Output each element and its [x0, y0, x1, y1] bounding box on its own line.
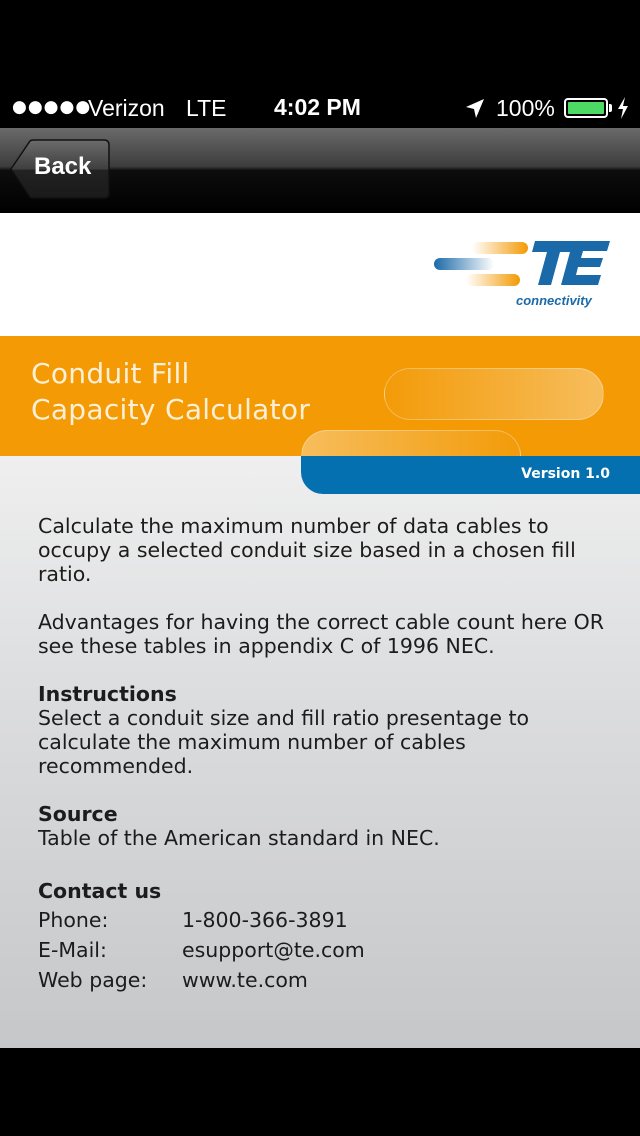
source-text: Table of the American standard in NEC. [38, 826, 440, 850]
decorative-pill [301, 430, 521, 456]
instructions-heading: Instructions [38, 682, 177, 706]
back-button[interactable] [10, 139, 110, 199]
network-type: LTE [186, 95, 227, 121]
web-link[interactable]: www.te.com [182, 968, 308, 992]
intro-text: Calculate the maximum number of data cables to occupy a selected conduit size based in a chosen fill ratio. [38, 514, 576, 586]
back-label: Back [34, 153, 92, 180]
source-heading: Source [38, 802, 118, 826]
status-bar [0, 88, 640, 128]
app-title [31, 356, 310, 428]
instructions-text: Select a conduit size and fill ratio presentage to calculate the maximum number of cables recommended. [38, 706, 530, 778]
contact-row-web [38, 968, 598, 998]
contact-list [38, 908, 598, 998]
status-time: 4:02 PM [274, 94, 361, 120]
contact-label: Phone: [38, 908, 109, 932]
battery-icon [564, 98, 608, 118]
contact-heading: Contact us [38, 879, 162, 903]
bottom-bezel [0, 1048, 640, 1136]
battery-percent: 100% [496, 95, 555, 121]
battery-tip [609, 104, 612, 112]
logo-header [0, 213, 640, 336]
contact-label: E-Mail: [38, 938, 107, 962]
version-bar [301, 456, 640, 494]
app-title-line2: Capacity Calculator [31, 393, 311, 426]
decorative-pill [384, 368, 604, 420]
contact-label: Web page: [38, 968, 148, 992]
info-content [0, 456, 640, 1048]
logo-tagline: connectivity [516, 293, 592, 308]
signal-strength-icon: ●●●●● [12, 97, 92, 117]
contact-row-phone [38, 908, 598, 938]
bolt-icon [616, 97, 630, 119]
title-banner [0, 336, 640, 456]
carrier-name: Verizon [88, 95, 165, 121]
top-bezel [0, 0, 640, 88]
phone-link[interactable]: 1-800-366-3891 [182, 908, 348, 932]
location-arrow-icon [465, 97, 485, 119]
version-label: Version 1.0 [521, 466, 610, 482]
app-title-line1: Conduit Fill [31, 357, 190, 390]
email-link[interactable]: esupport@te.com [182, 938, 365, 962]
navigation-bar [0, 128, 640, 213]
advantages-text: Advantages for having the correct cable count here OR see these tables in appendix C of 1996 NEC. [38, 610, 604, 658]
contact-row-email [38, 938, 598, 968]
